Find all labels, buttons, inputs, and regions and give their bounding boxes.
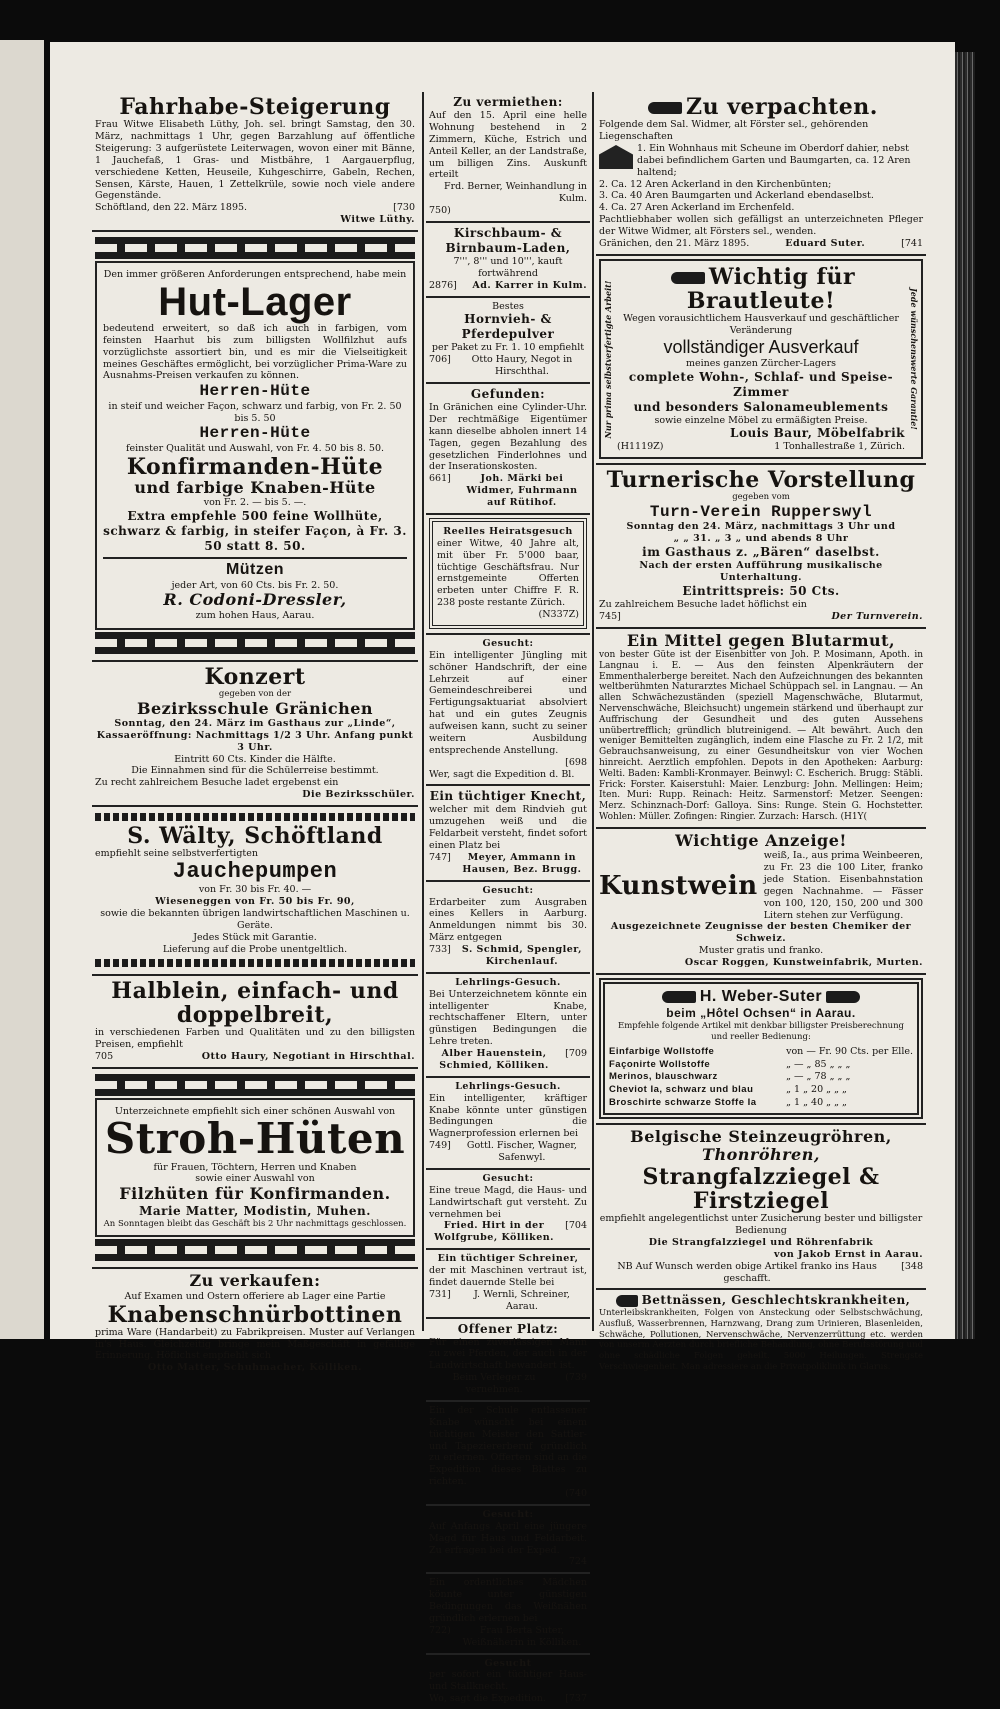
ad-weber-suter [596, 975, 926, 1125]
ad-intro: Folgende dem Sal. Widmer, alt Förster sel., gehörenden Liegenschaften [599, 119, 923, 143]
ad-text: Muster gratis und franko. [599, 945, 923, 957]
ad-body: Ein der Schule entlassener Knabe wünscht bei einem tüchtigen Meister den Sattler- und Tapeziererberuf gründlich zu erlernen. Offerten sind an die Expedition dieses Blattes zu richten. [429, 1405, 587, 1488]
ad-signature: Otto Haury, Negotiant in Hirschthal. [202, 1051, 415, 1063]
column-rule [592, 92, 594, 1331]
ad-body: Auf den 15. April eine helle Wohnung bestehend in 2 Zimmern, Küche, Estrich und Anteil Keller, an der Landstraße, um billigen Zins. Auskunft erteilt [429, 110, 587, 181]
ad-title: Zu verpachten. [686, 94, 878, 120]
ad-intro: Den immer größeren Anforderungen entsprechend, habe mein [103, 269, 407, 281]
ad-item: 2. Ca. 12 Aren Ackerland in den Kirchenbünten; [599, 179, 923, 191]
price-value: „ — „ 78 „ „ „ [786, 1071, 913, 1083]
column-right [596, 92, 926, 1331]
ornament-border [95, 237, 415, 259]
ad-signature: Witwe Lüthy. [95, 214, 415, 226]
pointing-hand-icon [616, 1295, 638, 1307]
price-item: Broschirte schwarze Stoffe Ia [609, 1097, 780, 1109]
ad-number: 747] [429, 852, 451, 876]
ad-turnverein [596, 465, 926, 628]
price-list [609, 1046, 913, 1109]
ad-text: empfiehlt seine selbstverfertigten [95, 848, 415, 860]
ad-body: bedeutend erweitert, so daß ich auch in farbigen, vom feinsten Haarhut bis zum billigsten Wollfilzhut aufs vorzüglichste assortiert bin, und es mir die Vielseitigkeit meines Geschäftes ermöglicht, bei vorzüglicher Prima-Ware zu Ausnahms-Preisen verkaufen zu können. [103, 323, 407, 382]
ornament-border [95, 1239, 415, 1261]
ad-signature: Ad. Karrer in Kulm. [472, 280, 587, 292]
adjacent-page-edge [0, 40, 44, 1339]
ad-number: 722) [429, 1625, 451, 1649]
ad-signature: Wo, sagt die Expedition. [429, 1693, 546, 1705]
ad-text: sowie einer Auswahl von [103, 1173, 407, 1185]
ad-text: im Gasthaus z. „Bären“ daselbst. [599, 545, 923, 560]
ad-title: Gesucht [429, 1658, 587, 1670]
ad-title: Belgische Steinzeugröhren, [599, 1128, 923, 1146]
ad-fahrhabe [92, 92, 418, 232]
price-item: Cheviot Ia, schwarz und blau [609, 1084, 780, 1096]
ad-text: An Sonntagen bleibt das Geschäft bis 2 Uhr nachmittags geschlossen. [103, 1219, 407, 1230]
ad-heading: Herren-Hüte [103, 382, 407, 400]
ad-body: In Gränichen eine Cylinder-Uhr. Der rechtmäßige Eigentümer kann dieselbe abholen innert 14 Tagen, gegen Bezahlung des gesetzlichen Finderlohnes und der Inserationskosten. [429, 402, 587, 473]
ad-text: Lieferung auf die Probe unentgeltlich. [95, 944, 415, 956]
ad-signature: J. Wernli, Schreiner, Aarau. [457, 1289, 587, 1313]
ad-text: meines ganzen Zürcher-Lagers [617, 358, 905, 370]
ad-blutarmut [596, 629, 926, 829]
ad-text: sowie die bekannten übrigen landwirtschaftlichen Maschinen u. Geräte. [95, 908, 415, 932]
ad-address: 1 Tonhallestraße 1, Zürich. [774, 441, 905, 453]
ad-erdarbeiter [426, 882, 590, 974]
ad-text: „ „ 31. „ 3 „ und abends 8 Uhr [599, 533, 923, 545]
ad-number: 731] [429, 1289, 451, 1313]
ad-text: feinster Qualität und Auswahl, von Fr. 4. 50 bis 8. 50. [103, 443, 407, 455]
ad-heiratsgesuch [426, 515, 590, 635]
ad-title: S. Wälty, Schöftland [95, 824, 415, 848]
ad-title: Wichtig für Brautleute! [687, 264, 855, 314]
ad-signature: Fried. Hirt in der Wolfgrube, Kölliken. [429, 1220, 559, 1244]
ad-pferdepulver [426, 298, 590, 385]
ad-number: (N337Z) [437, 609, 579, 621]
ad-heading: Turn-Verein Rupperswyl [599, 503, 923, 521]
pointing-hand-icon [826, 991, 860, 1003]
ad-weissnaehen [426, 1574, 590, 1654]
ad-hutlager [92, 232, 418, 662]
ad-body: Unterleibskrankheiten, Folgen von Ansteckung oder Selbstschwächung, Ausfluß, Wasserbrennen, Harnzwang, Drang zum Urinieren, Blasenleiden, Schwäche, Pollutionen, Nervenschwäche, Nervenzerrüttung etc. werden von unserm Aerzten durch briefliche Behandlung, ohne Berufsstörung und ohne schädliche Folgen geheilt. 5000 Heilungen. Strengste Verschwiegenheit. Man adressiere an die Privatpoliklinik in Glarus. [599, 1308, 923, 1372]
ad-address: zum hohen Haus, Aarau. [103, 610, 407, 622]
price-value: „ 1 „ 40 „ „ „ [786, 1097, 913, 1109]
ad-body: Bei Unterzeichnetem könnte ein intelligenter Knabe, rechtschaffener Eltern, unter günstigen Bedingungen die Lehre treten. [429, 989, 587, 1048]
ad-number: (H1119Z) [617, 441, 663, 453]
ad-heading: complete Wohn-, Schlaf- und Speise-Zimmer [617, 370, 905, 400]
ad-signature: Frd. Berner, Weinhandlung in Kulm. [429, 181, 587, 205]
ad-waelty [92, 807, 418, 976]
ad-signature: Gottl. Fischer, Wagner, Safenwyl. [457, 1140, 587, 1164]
ad-signature: Meyer, Ammann in Hausen, Bez. Brugg. [457, 852, 587, 876]
ad-signature: Otto Haury, Negot in Hirschthal. [457, 354, 587, 378]
ad-magd [426, 1170, 590, 1250]
ad-place: Gränichen, den 21. März 1895. [599, 238, 749, 250]
ad-number: (740 [429, 1488, 587, 1500]
ad-text: Jedes Stück mit Garantie. [95, 932, 415, 944]
ad-number: 705 [95, 1051, 113, 1063]
side-text: Nur prima selbstverfertigte Arbeit! [603, 267, 613, 451]
ad-heading: Knabenschnürbottinen [95, 1303, 415, 1327]
ad-konzert [92, 662, 418, 807]
ad-lehrling-schmied [426, 974, 590, 1078]
price-value: „ 1 „ 20 „ „ „ [786, 1084, 913, 1096]
ad-text: Extra empfehle 500 feine Wollhüte, schwarz & farbig, in steifer Façon, à Fr. 3. 50 statt 8. 50. [103, 509, 407, 554]
ad-body: der mit Maschinen vertraut ist, findet dauernde Stelle bei [429, 1265, 587, 1289]
ad-signature: Oscar Roggen, Kunstweinfabrik, Murten. [599, 957, 923, 969]
ad-kirschbaum [426, 223, 590, 298]
ad-title: Gesucht: [429, 1173, 587, 1185]
ad-body: prima Ware (Handarbeit) zu Fabrikpreisen. Muster auf Verlangen in's Haus. Gleichzeitig bringe mein Maßgeschäft in gefällige Erinnerung. Höflichst empfiehlt sich [95, 1327, 415, 1363]
ornament-border [95, 1074, 415, 1096]
ad-item: 3. Ca. 40 Aren Baumgarten und Ackerland ebendaselbst. [599, 190, 923, 202]
ad-title: Turnerische Vorstellung [599, 468, 923, 492]
ad-text: empfiehlt angelegentlichst unter Zusicherung bester und billigster Bedienung [599, 1213, 923, 1237]
ad-schreiner [426, 1250, 590, 1318]
ad-title: Gesucht: [429, 885, 587, 897]
ad-body: 7''', 8''' und 10''', kauft fortwährend [429, 256, 587, 280]
ad-title: Lehrlings-Gesuch. [429, 1081, 587, 1093]
column-middle [426, 92, 590, 1331]
ad-number: 750) [429, 205, 587, 217]
ad-heading: Herren-Hüte [103, 424, 407, 442]
ad-number: 745] [599, 611, 621, 623]
ad-title: Kirschbaum- & Birnbaum-Laden, [429, 226, 587, 256]
price-value: von — Fr. 90 Cts. per Elle. [786, 1046, 913, 1058]
ad-title: H. Weber-Suter [700, 988, 822, 1005]
ad-title: Zu verkaufen: [95, 1272, 415, 1290]
ad-text: Ausgezeichnete Zeugnisse der besten Chemiker der Schweiz. [599, 921, 923, 945]
ad-title: Stroh-Hüten [103, 1117, 407, 1161]
ornament-border [95, 959, 415, 967]
ad-signature: Wer, sagt die Expedition d. Bl. [429, 769, 587, 781]
ad-title: Zu vermiethen: [429, 95, 587, 110]
ad-number: [704 [565, 1220, 587, 1244]
ad-heading: und besonders Salonameublements [617, 400, 905, 415]
ad-signature: S. Schmid, Spengler, Kirchenlauf. [457, 944, 587, 968]
ad-text: Auf Examen und Ostern offeriere ab Lager eine Partie [95, 1291, 415, 1303]
ad-text: Zu recht zahlreichem Besuche ladet ergebenst ein [95, 777, 415, 789]
ad-number: 724 [429, 1556, 587, 1568]
ad-halblein [92, 976, 418, 1069]
ad-number: [709 [565, 1048, 587, 1072]
ad-text: jeder Art, von 60 Cts. bis Fr. 2. 50. [103, 580, 407, 592]
ad-text: von Fr. 30 bis Fr. 40. — [95, 884, 415, 896]
ad-body: Frau Witwe Elisabeth Lüthy, Joh. sel. bringt Samstag, den 30. März, nachmittags 1 Uhr, gegen Barzahlung auf öffentliche Steigerung: 3 aufgerüstete Leiterwagen, wovon einer mit Bänne, 1 Jauchefaß, 1 Gras- und Mistbähre, 1 Aargauerpflug, verschiedene Ketten, Heuseile, Kuhgeschirre, Gabeln, Rechen, Sensen, Kärste, Hauen, 1 Zettelkrüle, sowie noch viele andere Gegenstände. [95, 119, 415, 202]
ad-bettnaessen [596, 1290, 926, 1376]
ad-body: per Paket zu Fr. 1. 10 empfiehlt [429, 342, 587, 354]
ad-number: [737 [565, 1693, 587, 1705]
ad-body: Ein ordentliches Mädchen könnte unter günstigen Bedingungen das Weißnähen gründlich erlernen bei [429, 1577, 587, 1625]
ad-heading: und farbige Knaben-Hüte [103, 479, 407, 497]
price-item: Merinos, blauschwarz [609, 1071, 780, 1083]
ad-text: von Fr. 2. — bis 5. —. [103, 497, 407, 509]
ad-vermiethen [426, 92, 590, 223]
ad-heading: Kunstwein [599, 872, 758, 901]
ad-signature: Die Strangfalzziegel und Röhrenfabrik [599, 1237, 923, 1249]
ad-place: Schöftland, den 22. März 1895. [95, 202, 247, 214]
ad-title: Bettnässen, Geschlechtskrankheiten, [642, 1293, 911, 1307]
ad-number: 733] [429, 944, 451, 968]
ad-body: Ein intelligenter Jüngling mit schöner Handschrift, der eine Lehrzeit auf einer Gemeindeschreiberei und Fertigungsaktuariat absolviert hat und ein gutes Zeugnis aufweisen kann, sucht zu seiner weitern Ausbildung entsprechende Anstellung. [429, 650, 587, 757]
ad-title: Gesucht: [429, 1509, 587, 1521]
ad-heading: Jauchepumpen [95, 860, 415, 884]
ad-sattler [426, 1402, 590, 1506]
ad-text: Eintritt 60 Cts. Kinder die Hälfte. [95, 754, 415, 766]
ad-heading: vollständiger Ausverkauf [617, 337, 905, 358]
ad-title: Konzert [95, 665, 415, 689]
ad-text: Die Einnahmen sind für die Schülerreise bestimmt. [95, 765, 415, 777]
ad-text: Wegen vorausichtlichem Hausverkauf und geschäftlicher Veränderung [617, 313, 905, 337]
price-value: „ — „ 85 „ „ „ [786, 1059, 913, 1071]
newspaper-page [50, 42, 955, 1339]
ad-text: Kassaeröffnung: Nachmittags 1/2 3 Uhr. Anfang punkt 3 Uhr. [95, 730, 415, 754]
ad-heading: Bezirksschule Gränichen [95, 700, 415, 718]
column-left [92, 92, 418, 1331]
pointing-hand-icon [662, 991, 696, 1003]
ad-price: Eintrittspreis: 50 Cts. [599, 584, 923, 599]
ad-text: Wieseneggen von Fr. 50 bis Fr. 90, [95, 896, 415, 908]
ad-signature: Louis Baur, Möbelfabrik [617, 426, 905, 441]
ad-body: von bester Güte ist der Eisenbitter von Joh. P. Mosimann, Apoth. in Langnau i. E. — Aus den feinsten Alpenkräutern der Emmenthalerberge bereitet. Nach den Aufzeichnungen des bekannten weltberühmten Naturarztes Michael Schüppach sel. in Langnau. — An allen Schwächezuständen (speziell Magenschwäche, Blutarmut, Nervenschwäche, Bleichsucht) ungemein stärkend und überhaupt zur Auffrischung der Gesundheit und des guten Aussehens unübertrefflich; gründlich blutreinigend. — Alt bewährt. Auch den weniger Bemittelten zugänglich, indem eine Flasche zu Fr. 2 1/2, mit Gebrauchsanweisung, zu einer Gesundheitskur von vier Wochen hinreicht. Aerztlich empfohlen. Depots in den Apotheken: Aarburg: Welti. Baden: Kambli-Kronmayer. Beinwyl: C. Escherich. Brugg: Stäbli. Frick: Forster. Kaiserstuhl: Maier. Lenzburg: John. Mellingen: Heim; Iten. Muri: Rupp. Reinach: Heitz. Sarmenstorf: Metzer. Seengen: Merz. Schinznach-Dorf: Galloya. Sins: Runge. Stein G. Hochstetter. Wohlen: Müller. Zofingen: Ringier. Zurzach: Harsch. (H1Y( [599, 650, 923, 823]
ad-body: Auf Anfangs April eine jüngere Magd für Haus und Feldarbeit. Zu erfragen bei der Exped. [429, 1521, 587, 1557]
pointing-hand-icon [648, 102, 682, 114]
ad-stallknecht [426, 1655, 590, 1709]
price-item: Einfarbige Wollstoffe [609, 1046, 780, 1058]
ad-signature: von Jakob Ernst in Aarau. [599, 1249, 923, 1261]
ad-heading: Filzhüten für Konfirmanden. [103, 1185, 407, 1203]
ad-body: Für einen zuverlässigen Mann zu zwei Pferden, der auch in der Landwirtschaft bewandert ist. [429, 1337, 587, 1373]
ad-signature: Frau Berta Suter, Weißnäherin in Kölliken. [457, 1625, 587, 1649]
ornament-border [95, 813, 415, 821]
ad-heading: Strangfalzziegel & Firstziegel [599, 1165, 923, 1213]
ad-verkaufen [92, 1269, 418, 1378]
ad-number: [730 [393, 202, 415, 214]
ad-signature: Joh. Märki bei Widmer, Fuhrmann auf Rütihof. [457, 473, 587, 509]
ad-heading: Thonröhren, [599, 1146, 923, 1164]
ad-number: [741 [901, 238, 923, 250]
ad-title: Reelles Heiratsgesuch [437, 526, 579, 538]
ad-steinzeug [596, 1125, 926, 1290]
ad-body: einer Witwe, 40 Jahre alt, mit über Fr. 5'000 baar, tüchtige Geschäftsfrau. Nur ernstgemeinte Offerten erbeten unter Chiffre F. R. 238 poste restante Zürich. [437, 538, 579, 609]
ad-number: 749] [429, 1140, 451, 1164]
ad-lehrling-wagner [426, 1078, 590, 1170]
ad-intro: Unterzeichnete empfiehlt sich einer schönen Auswahl von [103, 1106, 407, 1118]
ad-heading: Mützen [103, 557, 407, 579]
ad-title: Lehrlings-Gesuch. [429, 977, 587, 989]
ad-pre: Bestes [429, 301, 587, 313]
ad-title: Ein tüchtiger Knecht, [429, 789, 587, 804]
ad-title: Halblein, einfach- und doppelbreit, [95, 979, 415, 1027]
ad-title: Hut-Lager [103, 281, 407, 323]
ad-body: Ein intelligenter, kräftiger Knabe könnte unter günstigen Bedingungen die Wagnerprofession erlernen bei [429, 1093, 587, 1141]
ad-title: Ein tüchtiger Schreiner, [429, 1253, 587, 1265]
ornament-border [95, 632, 415, 654]
ad-knecht [426, 786, 590, 881]
ad-number: [698 [429, 757, 587, 769]
ad-signature: Der Turnverein. [831, 611, 923, 623]
ad-magd-feldarbeit [426, 1506, 590, 1574]
pointing-hand-icon [671, 272, 705, 284]
ad-title: Fahrhabe-Steigerung [95, 95, 415, 119]
ad-body: in verschiedenen Farben und Qualitäten und zu den billigsten Preisen, empfiehlt [95, 1027, 415, 1051]
ad-text: Sonntag, den 24. März im Gasthaus zur „Linde“, [95, 718, 415, 730]
side-text: Jede wünschenswerte Garantie! [909, 267, 919, 451]
ad-text: in steif und weicher Façon, schwarz und farbig, von Fr. 2. 50 bis 5. 50 [103, 401, 407, 425]
ad-heading: Konfirmanden-Hüte [103, 455, 407, 479]
ad-text: Zu zahlreichem Besuche ladet höflichst ein [599, 599, 923, 611]
ad-gefunden [426, 384, 590, 515]
ad-number: 661] [429, 473, 451, 509]
ad-text: Sonntag den 24. März, nachmittags 3 Uhr und [599, 521, 923, 533]
ad-signature: Otto Matter, Schuhmacher, Kölliken. [95, 1362, 415, 1374]
ad-text: gegeben vom [599, 492, 923, 503]
ad-number: 2876] [429, 280, 457, 292]
ad-title: Wichtige Anzeige! [599, 832, 923, 850]
ad-brautleute [596, 256, 926, 465]
price-item: Façonirte Wollstoffe [609, 1059, 780, 1071]
ad-signature: Die Bezirksschüler. [95, 789, 415, 801]
ad-body: weiß, Ia., aus prima Weinbeeren, zu Fr. 23 die 100 Liter, franko jede Station. Eisenbahnstation gegen Nachnahme. — Fässer von 100, 120, 150, 200 und 300 Litern stehen zur Verfügung. [764, 850, 923, 921]
ad-number: [348 [901, 1261, 923, 1285]
ad-strohhueten [92, 1069, 418, 1270]
ad-signature: Alber Hauenstein, Schmied, Kölliken. [429, 1048, 559, 1072]
ad-body: welcher mit dem Rindvieh gut umzugehen weiß und die Feldarbeit versteht, findet sofort einen Platz bei [429, 804, 587, 852]
ad-signature: Marie Matter, Modistin, Muhen. [103, 1204, 407, 1219]
ad-number: 706] [429, 354, 451, 378]
ad-subtitle: beim „Hôtel Ochsen“ in Aarau. [609, 1006, 913, 1021]
ad-offener-platz [426, 1319, 590, 1402]
ad-item: 4. Ca. 27 Aren Ackerland im Erchenfeld. [599, 202, 923, 214]
ad-body: Eine treue Magd, die Haus- und Landwirtschaft gut versteht. Zu vernehmen bei [429, 1185, 587, 1221]
ad-signature: Eduard Suter. [785, 238, 865, 250]
book-spine-edge [955, 52, 975, 1339]
ad-text: gegeben von der [95, 689, 415, 700]
ad-text: Empfehle folgende Artikel mit denkbar billigster Preisberechnung und reeller Bedienung: [609, 1021, 913, 1042]
ad-body: Erdarbeiter zum Ausgraben eines Kellers in Aarburg. Anmeldungen nimmt bis 30. März entgegen [429, 897, 587, 945]
ad-number: (739 [565, 1372, 587, 1396]
ad-title: Gesucht: [429, 638, 587, 650]
ad-title: Hornvieh- & Pferdepulver [429, 312, 587, 342]
ad-body: Pachtliebhaber wollen sich gefälligst an unterzeichneten Pfleger der Witwe Widmer, alt Försters sel., wenden. [599, 214, 923, 238]
ad-gesucht-juengling [426, 635, 590, 787]
ad-note: NB Auf Wunsch werden obige Artikel franko ins Haus geschafft. [599, 1261, 895, 1285]
ad-signature: R. Codoni-Dressler, [103, 591, 407, 609]
ad-title: Ein Mittel gegen Blutarmut, [599, 632, 923, 650]
ad-text: für Frauen, Töchtern, Herren und Knaben [103, 1162, 407, 1174]
ad-title: Gefunden: [429, 387, 587, 402]
ad-signature: Beim Verleger zu vernehmen. [429, 1372, 559, 1396]
ad-text: Nach der ersten Aufführung musikalische Unterhaltung. [599, 560, 923, 584]
ad-title: Offener Platz: [429, 1322, 587, 1337]
ad-text: sowie einzelne Möbel zu ermäßigten Preise. [617, 415, 905, 427]
ad-body: per sofort ein tüchtiger Haus- und Stallknecht. [429, 1669, 587, 1693]
column-rule [422, 92, 424, 1331]
ad-item: 1. Ein Wohnhaus mit Scheune im Oberdorf dahier, nebst dabei befindlichem Garten und Baumgarten, ca. 12 Aren haltend; [599, 143, 923, 179]
ad-verpachten [596, 92, 926, 256]
ad-kunstwein [596, 829, 926, 975]
